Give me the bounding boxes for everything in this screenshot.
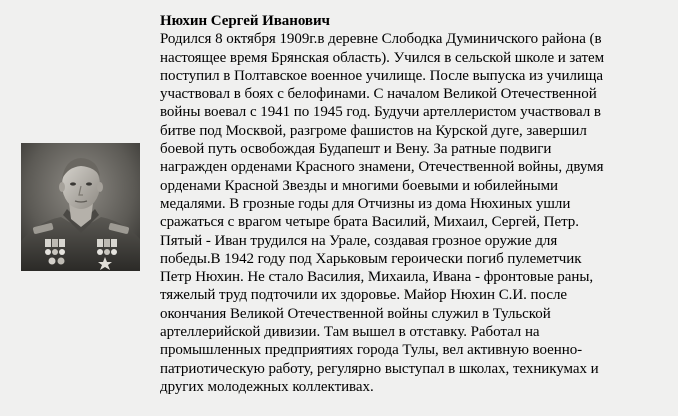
bio-line: других молодежных коллективах. (160, 378, 374, 395)
bio-line: Пятый - Иван трудился на Урале, создавая грозное оружие для (160, 232, 558, 249)
biography (160, 12, 665, 396)
bio-line: Родился 8 октября 1909г.в деревне Слободка Думиничского района (в (160, 31, 602, 48)
bio-line: сражаться с врагом четыре брата Василий, Михаил, Сергей, Петр. (160, 214, 579, 231)
bio-line: орденами Красной Звезды и многими боевыми и юбилейными (160, 177, 559, 194)
portrait-image (21, 143, 140, 271)
portrait-photo (21, 143, 140, 271)
bio-line: настоящее время Брянская область). Учился в сельской школе и затем (160, 49, 605, 66)
bio-line: тяжелый труд подточили их здоровье. Майор Нюхин С.И. после (160, 287, 567, 304)
bio-line: патриотическую работу, регулярно выступал в школах, техникумах и (160, 360, 599, 377)
bio-line: поступил в Полтавское военное училище. После выпуска из училища (160, 67, 603, 84)
bio-line: промышленных предприятиях города Тулы, вел активную военно- (160, 342, 583, 359)
bio-line: боевой путь освобождая Будапешт и Вену. За ратные подвиги (160, 141, 552, 158)
bio-line: артеллерийской дивизии. Там вышел в отставку. Работал на (160, 324, 540, 341)
bio-line: Петр Нюхин. Не стало Василия, Михаила, Ивана - фронтовые раны, (160, 269, 594, 286)
bio-line: войны воевал с 1941 по 1945 год. Будучи артеллеристом участвовал в (160, 104, 601, 121)
bio-line: битве под Москвой, разгроме фашистов на Курской дуге, завершил (160, 122, 587, 139)
bio-line: окончания Великой Отечественной войны служил в Тульской (160, 305, 551, 322)
bio-line: участвовал в боях с белофинами. С началом Великой Отечественной (160, 86, 597, 103)
bio-line: медалями. В грозные годы для Отчизны из дома Нюхиных ушли (160, 195, 571, 212)
person-name: Нюхин Сергей Иванович (160, 13, 330, 29)
bio-line: победы.В 1942 году под Харьковым героически погиб пулеметчик (160, 250, 582, 267)
bio-line: награжден орденами Красного знамени, Отечественной войны, двумя (160, 159, 604, 176)
